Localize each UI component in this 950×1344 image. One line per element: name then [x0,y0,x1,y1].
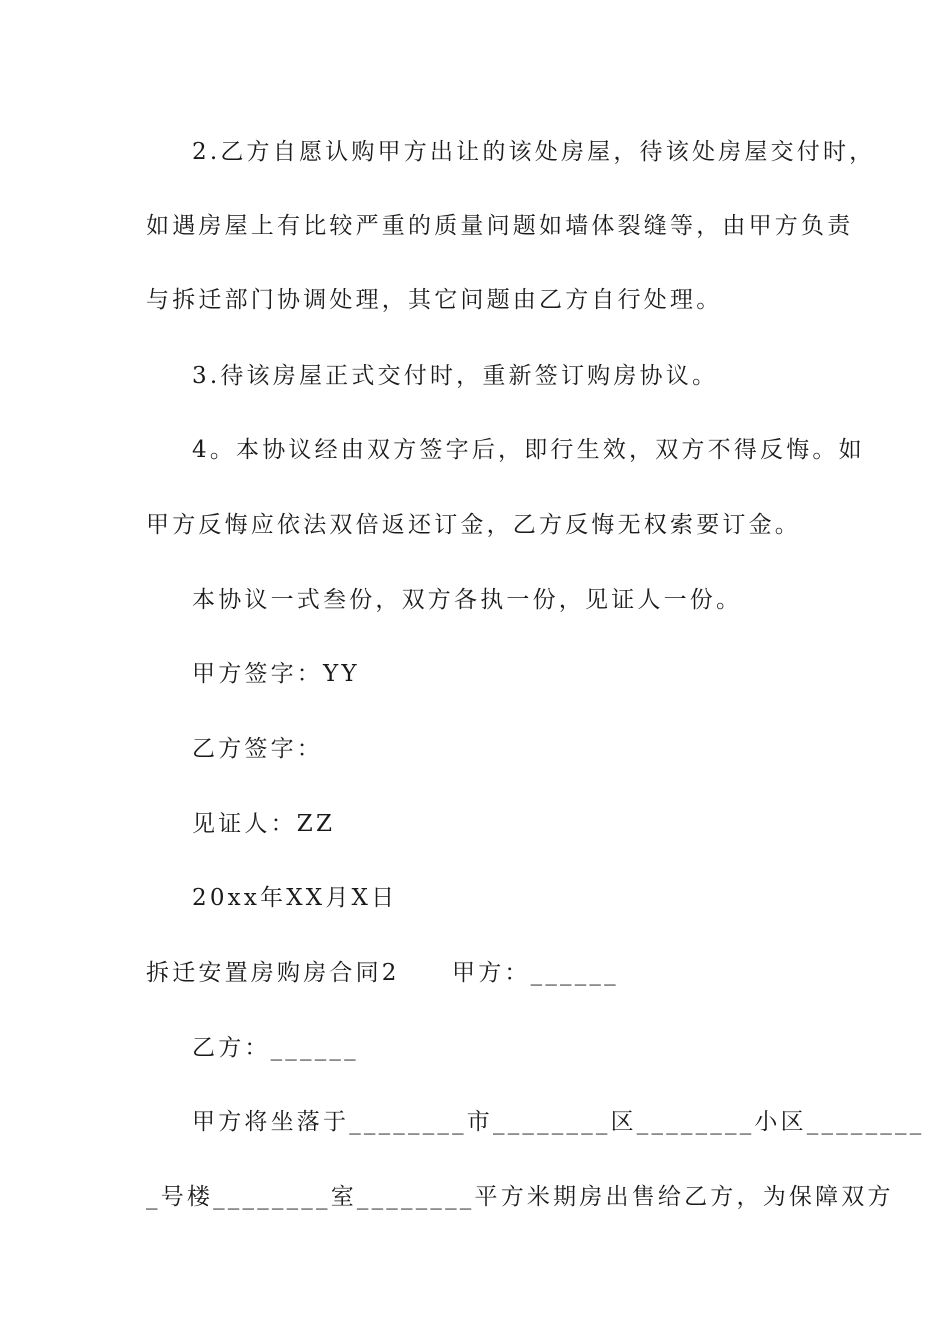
party-a-signature: 甲方签字：YY [192,661,360,687]
paragraph-clause-2-line-2: 如遇房屋上有比较严重的质量问题如墙体裂缝等，由甲方负责 [146,213,854,239]
contract-2-property-line-2: _号楼________室________平方米期房出售给乙方，为保障双方 [146,1184,894,1210]
contract-2-heading-party-a: 拆迁安置房购房合同2 甲方：______ [146,960,619,986]
signing-date: 20xx年XX月X日 [192,885,398,911]
witness-signature: 见证人：ZZ [192,811,336,837]
paragraph-clause-3: 3.待该房屋正式交付时，重新签订购房协议。 [192,363,719,389]
paragraph-clause-4-line-1: 4。本协议经由双方签字后，即行生效，双方不得反悔。如 [192,437,865,463]
paragraph-clause-2-line-3: 与拆迁部门协调处理，其它问题由乙方自行处理。 [146,287,723,313]
contract-2-property-line-1: 甲方将坐落于________市________区________小区________ [192,1109,925,1135]
contract-2-party-b: 乙方：______ [192,1035,359,1061]
paragraph-copies: 本协议一式叁份，双方各执一份，见证人一份。 [192,587,743,613]
paragraph-clause-2-line-1: 2.乙方自愿认购甲方出让的该处房屋，待该处房屋交付时， [192,139,876,165]
party-b-signature: 乙方签字： [192,736,323,762]
paragraph-clause-4-line-2: 甲方反悔应依法双倍返还订金，乙方反悔无权索要订金。 [146,512,801,538]
